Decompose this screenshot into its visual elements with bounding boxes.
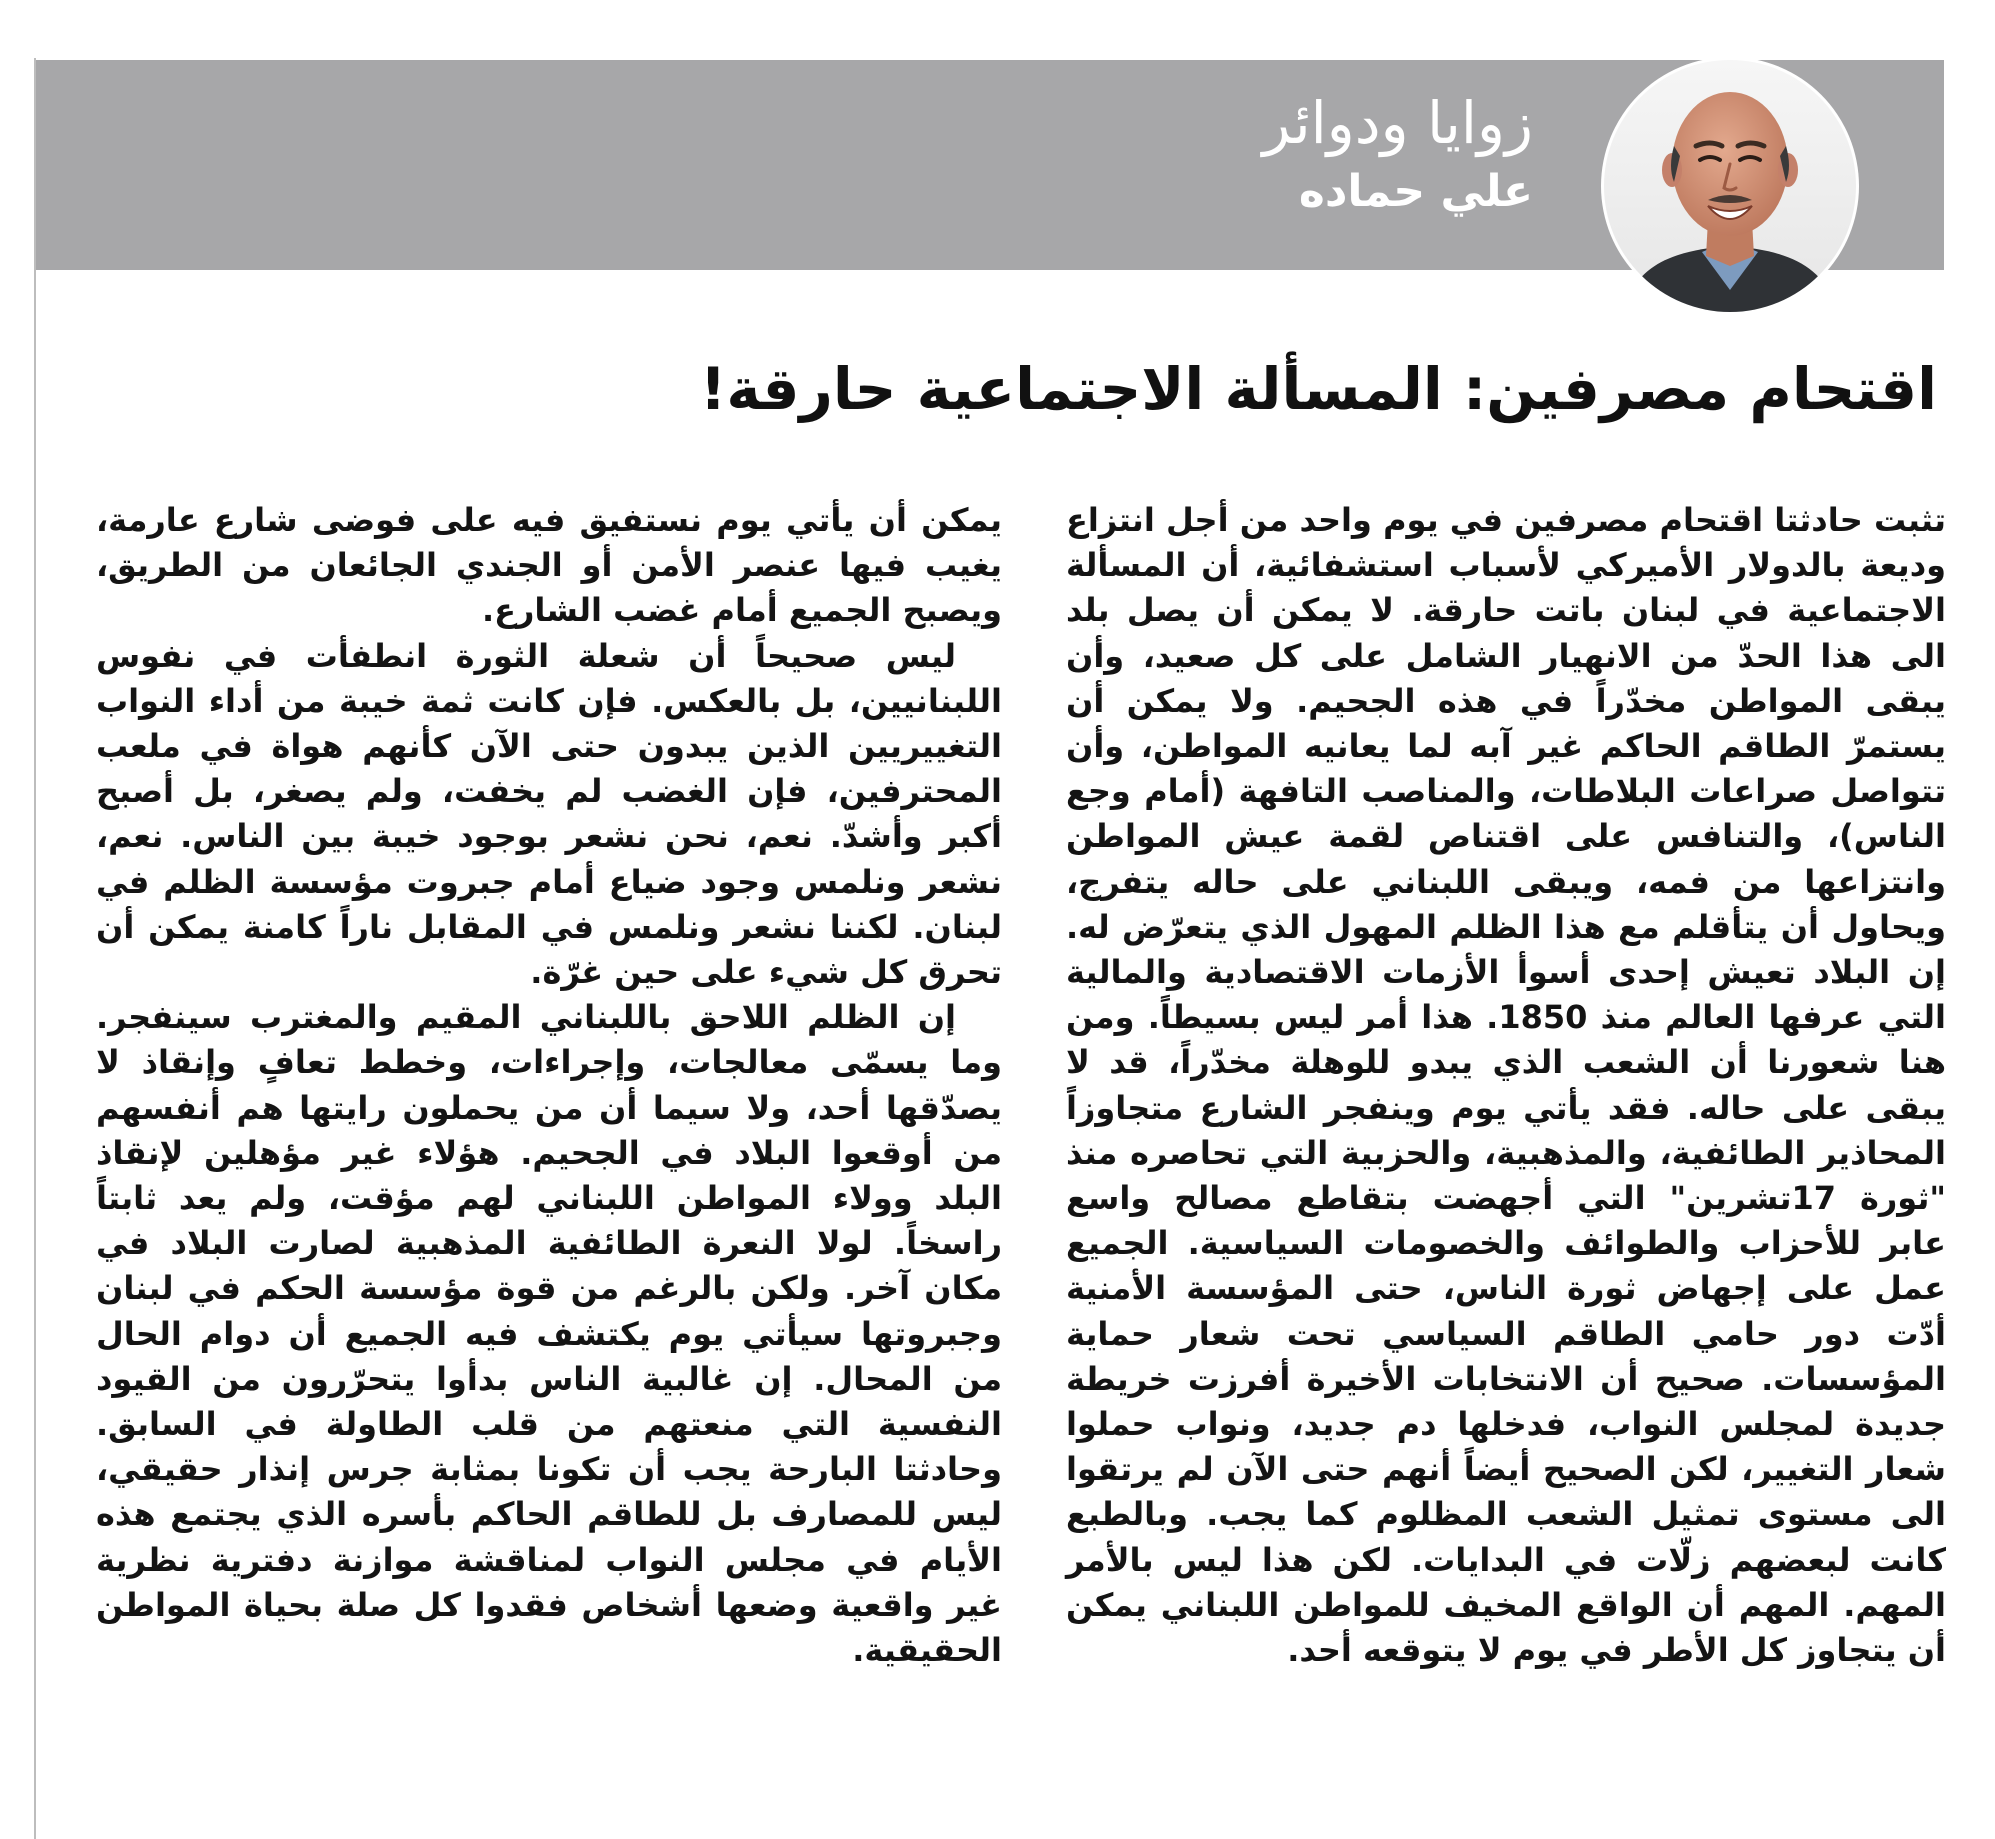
- author-portrait: [1604, 60, 1856, 312]
- paragraph: يمكن أن يأتي يوم نستفيق فيه على فوضى شارع عارمة، يغيب فيها عنصر الأمن أو الجندي الجائعان من الطريق، ويصبح الجميع أمام غضب الشارع.: [96, 501, 1002, 630]
- author-name: علي حماده: [1298, 166, 1533, 217]
- paragraph: ليس صحيحاً أن شعلة الثورة انطفأت في نفوس اللبنانيين، بل بالعكس. فإن كانت ثمة خيبة من أداء النواب التغييريين الذين يبدون حتى الآن كأنهم هواة في ملعب المحترفين، فإن الغضب لم يخفت، ولم يصغر، بل أصبح أكبر وأشدّ. نعم، نحن نشعر بوجود خيبة بين الناس. نعم، نشعر ونلمس وجود ضياع أمام جبروت مؤسسة الظلم في لبنان. لكننا نشعر ونلمس في المقابل ناراً كامنة يمكن أن تحرق كل شيء على حين غرّة.: [96, 636, 1002, 992]
- column-name: زوايا ودوائر: [1262, 89, 1533, 157]
- article-column-right: [1066, 498, 1946, 1673]
- paragraph-text: حادثتا اقتحام مصرفين في يوم واحد من أجل انتزاع وديعة بالدولار الأميركي لأسباب استشفائية، أن المسألة الاجتماعية في لبنان باتت حارقة. لا يمكن أن يصل بلد الى هذا الحدّ من الانهيار الشامل على كل صعيد، وأن يبقى المواطن مخدّراً في هذه الجحيم. ولا يمكن أن يستمرّ الطاقم الحاكم غير آبه لما يعانيه المواطن، وأن تتواصل صراعات البلاطات، والمناصب التافهة (أمام وجع الناس)، والتنافس على اقتناص لقمة عيش المواطن وانتزاعها من فمه، ويبقى اللبناني على حاله يتفرج، ويحاول أن يتأقلم مع هذا الظلم المهول الذي يتعرّض له. إن البلاد تعيش إحدى أسوأ الأزمات الاقتصادية والمالية التي عرفها العالم منذ 1850. هذا أمر ليس بسيطاً. ومن هنا شعورنا أن الشعب الذي يبدو للوهلة مخدّراً، قد لا يبقى على حاله. فقد يأتي يوم وينفجر الشارع متجاوزاً المحاذير الطائفية، والمذهبية، والحزبية التي تحاصره منذ "ثورة 17تشرين" التي أجهضت بتقاطع مصالح واسع عابر للأحزاب والطوائف والخصومات السياسية. الجميع عمل على إجهاض ثورة الناس، حتى المؤسسة الأمنية أدّت دور حامي الطاقم السياسي تحت شعار حماية المؤسسات. صحيح أن الانتخابات الأخيرة أفرزت خريطة جديدة لمجلس النواب، فدخلها دم جديد، ونواب حملوا شعار التغيير، لكن الصحيح أيضاً أنهم حتى الآن لم يرتقوا الى مستوى تمثيل الشعب المظلوم كما يجب. وبالطبع كانت لبعضهم زلّات في البدايات. لكن هذا ليس بالأمر المهم. المهم أن الواقع المخيف للمواطن اللبناني يمكن أن يتجاوز كل الأطر في يوم لا يتوقعه أحد.: [1066, 501, 1947, 1670]
- article-headline: اقتحام مصرفين: المسألة الاجتماعية حارقة!: [699, 355, 1937, 423]
- paragraph: إن الظلم اللاحق باللبناني المقيم والمغترب سينفجر. وما يسمّى معالجات، وإجراءات، وخطط تعافٍ وإنقاذ لا يصدّقها أحد، ولا سيما أن من يحملون رايتها هم أنفسهم من أوقعوا البلاد في الجحيم. هؤلاء غير مؤهلين لإنقاذ البلد وولاء المواطن اللبناني لهم مؤقت، ولم يعد ثابتاً راسخاً. لولا النعرة الطائفية المذهبية لصارت البلاد في مكان آخر. ولكن بالرغم من قوة مؤسسة الحكم في لبنان وجبروتها سيأتي يوم يكتشف فيه الجميع أن دوام الحال من المحال. إن غالبية الناس بدأوا يتحرّرون من القيود النفسية التي منعتهم من قلب الطاولة في السابق. وحادثتا البارحة يجب أن تكونا بمثابة جرس إنذار حقيقي، ليس للمصارف بل للطاقم الحاكم بأسره الذي يجتمع هذه الأيام في مجلس النواب لمناقشة موازنة دفترية نظرية غير واقعية وضعها أشخاص فقدوا كل صلة بحياة المواطن الحقيقية.: [96, 998, 1002, 1670]
- paragraph: [1066, 498, 1946, 1673]
- article-column-left: [96, 498, 1002, 1673]
- lead-word: تثبت: [1873, 501, 1946, 539]
